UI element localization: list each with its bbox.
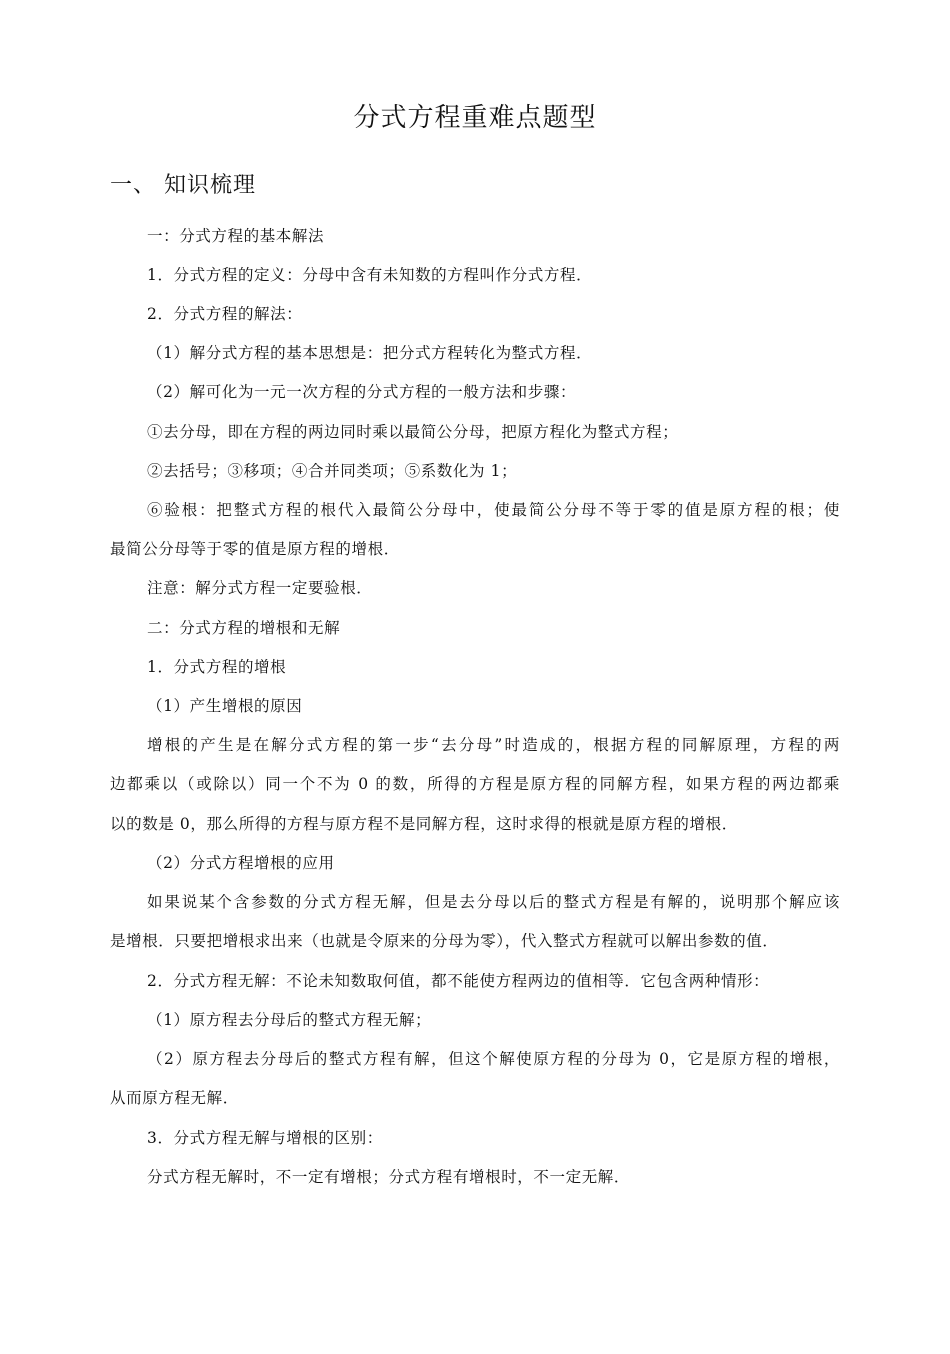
paragraph-line: ①去分母，即在方程的两边同时乘以最简公分母，把原方程化为整式方程； [147,423,679,441]
paragraph-line: 是增根．只要把增根求出来（也就是令原来的分母为零），代入整式方程就可以解出参数的值． [110,932,779,950]
paragraph-line: 注意：解分式方程一定要验根． [147,579,373,597]
paragraph-line: （1）解分式方程的基本思想是：把分式方程转化为整式方程． [147,344,593,362]
paragraph-line: （2）分式方程增根的应用 [147,854,335,872]
paragraph-line: 1．分式方程的增根 [147,658,287,676]
paragraph-line: ②去括号；③移项；④合并同类项；⑤系数化为 1； [147,462,518,480]
paragraph-line: （2）原方程去分母后的整式方程有解，但这个解使原方程的分母为 0，它是原方程的增根， [147,1050,840,1068]
paragraph-line: 最简公分母等于零的值是原方程的增根． [110,540,400,558]
paragraph-line: 增根的产生是在解分式方程的第一步“去分母”时造成的，根据方程的同解原理，方程的两 [147,736,840,754]
paragraph-line: （1）产生增根的原因 [147,697,303,715]
paragraph-line: 如果说某个含参数的分式方程无解，但是去分母以后的整式方程是有解的，说明那个解应该 [147,893,840,911]
paragraph-line: ⑥验根：把整式方程的根代入最简公分母中，使最简公分母不等于零的值是原方程的根；使 [147,501,840,519]
paragraph-line: （1）原方程去分母后的整式方程无解； [147,1011,432,1029]
paragraph-line: 3．分式方程无解与增根的区别： [147,1129,383,1147]
subsection-heading: 一：分式方程的基本解法 [147,227,325,245]
section-heading: 一、 知识梳理 [110,173,256,198]
paragraph-line: 从而原方程无解． [110,1089,239,1107]
paragraph-line: 边都乘以（或除以）同一个不为 0 的数，所得的方程是原方程的同解方程，如果方程的两边都乘 [110,775,840,793]
page-title: 分式方程重难点题型 [353,103,597,133]
paragraph-line: 2．分式方程无解：不论未知数取何值，都不能使方程两边的值相等．它包含两种情形： [147,972,770,990]
paragraph-line: 1．分式方程的定义：分母中含有未知数的方程叫作分式方程． [147,266,593,284]
paragraph-line: 以的数是 0，那么所得的方程与原方程不是同解方程，这时求得的根就是原方程的增根． [110,815,738,833]
paragraph-line: 2．分式方程的解法： [147,305,303,323]
paragraph-line: 分式方程无解时，不一定有增根；分式方程有增根时，不一定无解． [147,1168,631,1186]
paragraph-line: （2）解可化为一元一次方程的分式方程的一般方法和步骤： [147,383,577,401]
subsection-heading: 二：分式方程的增根和无解 [147,619,341,637]
